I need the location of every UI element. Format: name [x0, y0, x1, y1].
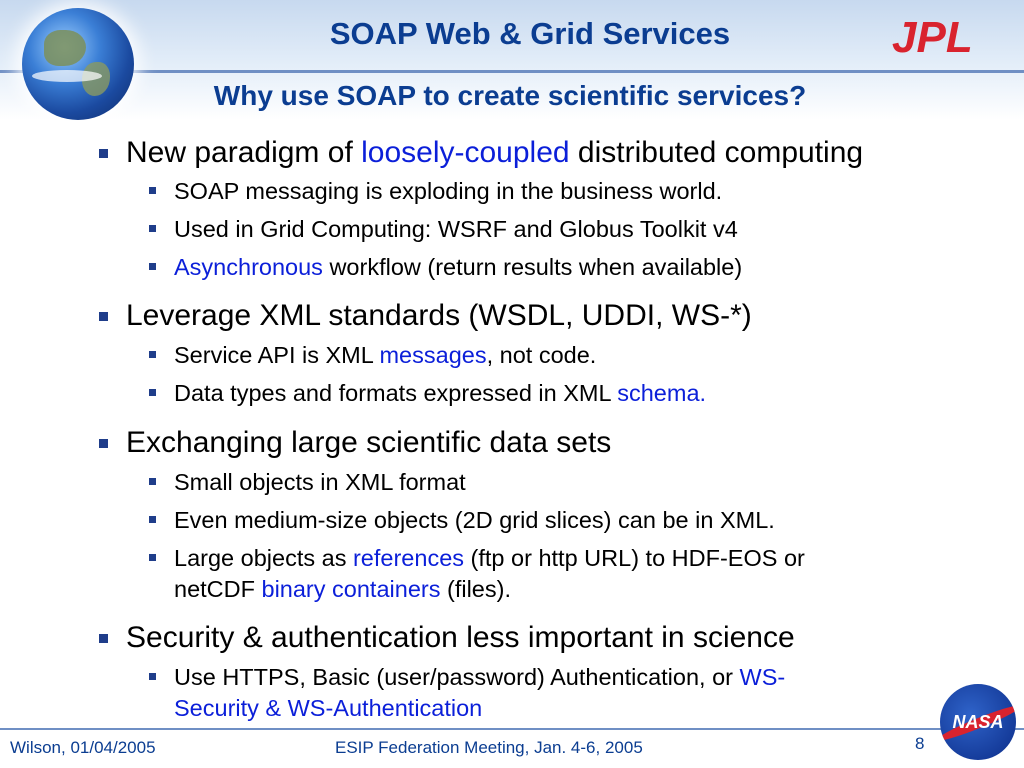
sub-bullet-3-2: Even medium-size objects (2D grid slices) can be in XML. [174, 507, 775, 534]
highlight-term: messages [379, 342, 487, 368]
slide-subtitle: Why use SOAP to create scientific services? [213, 80, 807, 111]
sub-bullet-3-3-continued: netCDF binary containers (files). [174, 576, 511, 602]
sub-bullet-marker [149, 673, 156, 680]
nasa-logo [940, 684, 1016, 760]
nasa-logo-text: NASA [952, 712, 1004, 732]
sub-bullet-marker [149, 389, 156, 396]
sub-bullet-marker [149, 351, 156, 358]
sub-bullet-2-1: Service API is XML messages, not code. [174, 342, 596, 369]
page-number: 8 [915, 734, 925, 753]
sub-bullet-4-1: Use HTTPS, Basic (user/password) Authentication, or WS- [174, 664, 785, 691]
bullet-2: Leverage XML standards (WSDL, UDDI, WS-*) [126, 299, 752, 333]
highlight-term: loosely-coupled [361, 136, 570, 169]
sub-bullet-marker [149, 478, 156, 485]
sub-bullet-1-1: SOAP messaging is exploding in the business world. [174, 178, 722, 205]
bullet-marker [99, 634, 108, 643]
bullet-marker [99, 149, 108, 158]
slide-title: SOAP Web & Grid Services [329, 16, 731, 51]
bullet-marker [99, 439, 108, 448]
sub-bullet-marker [149, 225, 156, 232]
footer-divider [0, 728, 1024, 730]
bullet-4: Security & authentication less important in science [126, 621, 795, 655]
highlight-term: binary containers [261, 576, 441, 602]
sub-bullet-marker [149, 516, 156, 523]
bullet-1: New paradigm of loosely-coupled distributed computing [126, 136, 863, 170]
sub-bullet-marker [149, 554, 156, 561]
sub-bullet-marker [149, 263, 156, 270]
sub-bullet-3-3: Large objects as references (ftp or http URL) to HDF-EOS or [174, 545, 805, 572]
highlight-term: WS- [739, 664, 786, 690]
footer-meeting: ESIP Federation Meeting, Jan. 4-6, 2005 [335, 738, 643, 757]
sub-bullet-4-1-continued [174, 695, 482, 722]
jpl-logo [888, 12, 1018, 60]
jpl-logo-text: JPL [892, 13, 973, 60]
footer-author: Wilson, 01/04/2005 [10, 738, 156, 757]
sub-bullet-1-3: Asynchronous workflow (return results when available) [174, 254, 742, 281]
highlight-term: Asynchronous [174, 254, 323, 280]
highlight-term: references [352, 545, 465, 571]
sub-bullet-2-2: Data types and formats expressed in XML schema. [174, 380, 706, 407]
highlight-term: Security & WS-Authentication [174, 695, 483, 721]
sub-bullet-marker [149, 187, 156, 194]
highlight-term: schema. [617, 380, 707, 406]
sub-bullet-3-1: Small objects in XML format [174, 469, 466, 496]
bullet-3: Exchanging large scientific data sets [126, 426, 611, 460]
bullet-marker [99, 312, 108, 321]
sub-bullet-1-2: Used in Grid Computing: WSRF and Globus Toolkit v4 [174, 216, 738, 243]
header-divider [0, 70, 1024, 73]
globe-icon [22, 8, 134, 120]
